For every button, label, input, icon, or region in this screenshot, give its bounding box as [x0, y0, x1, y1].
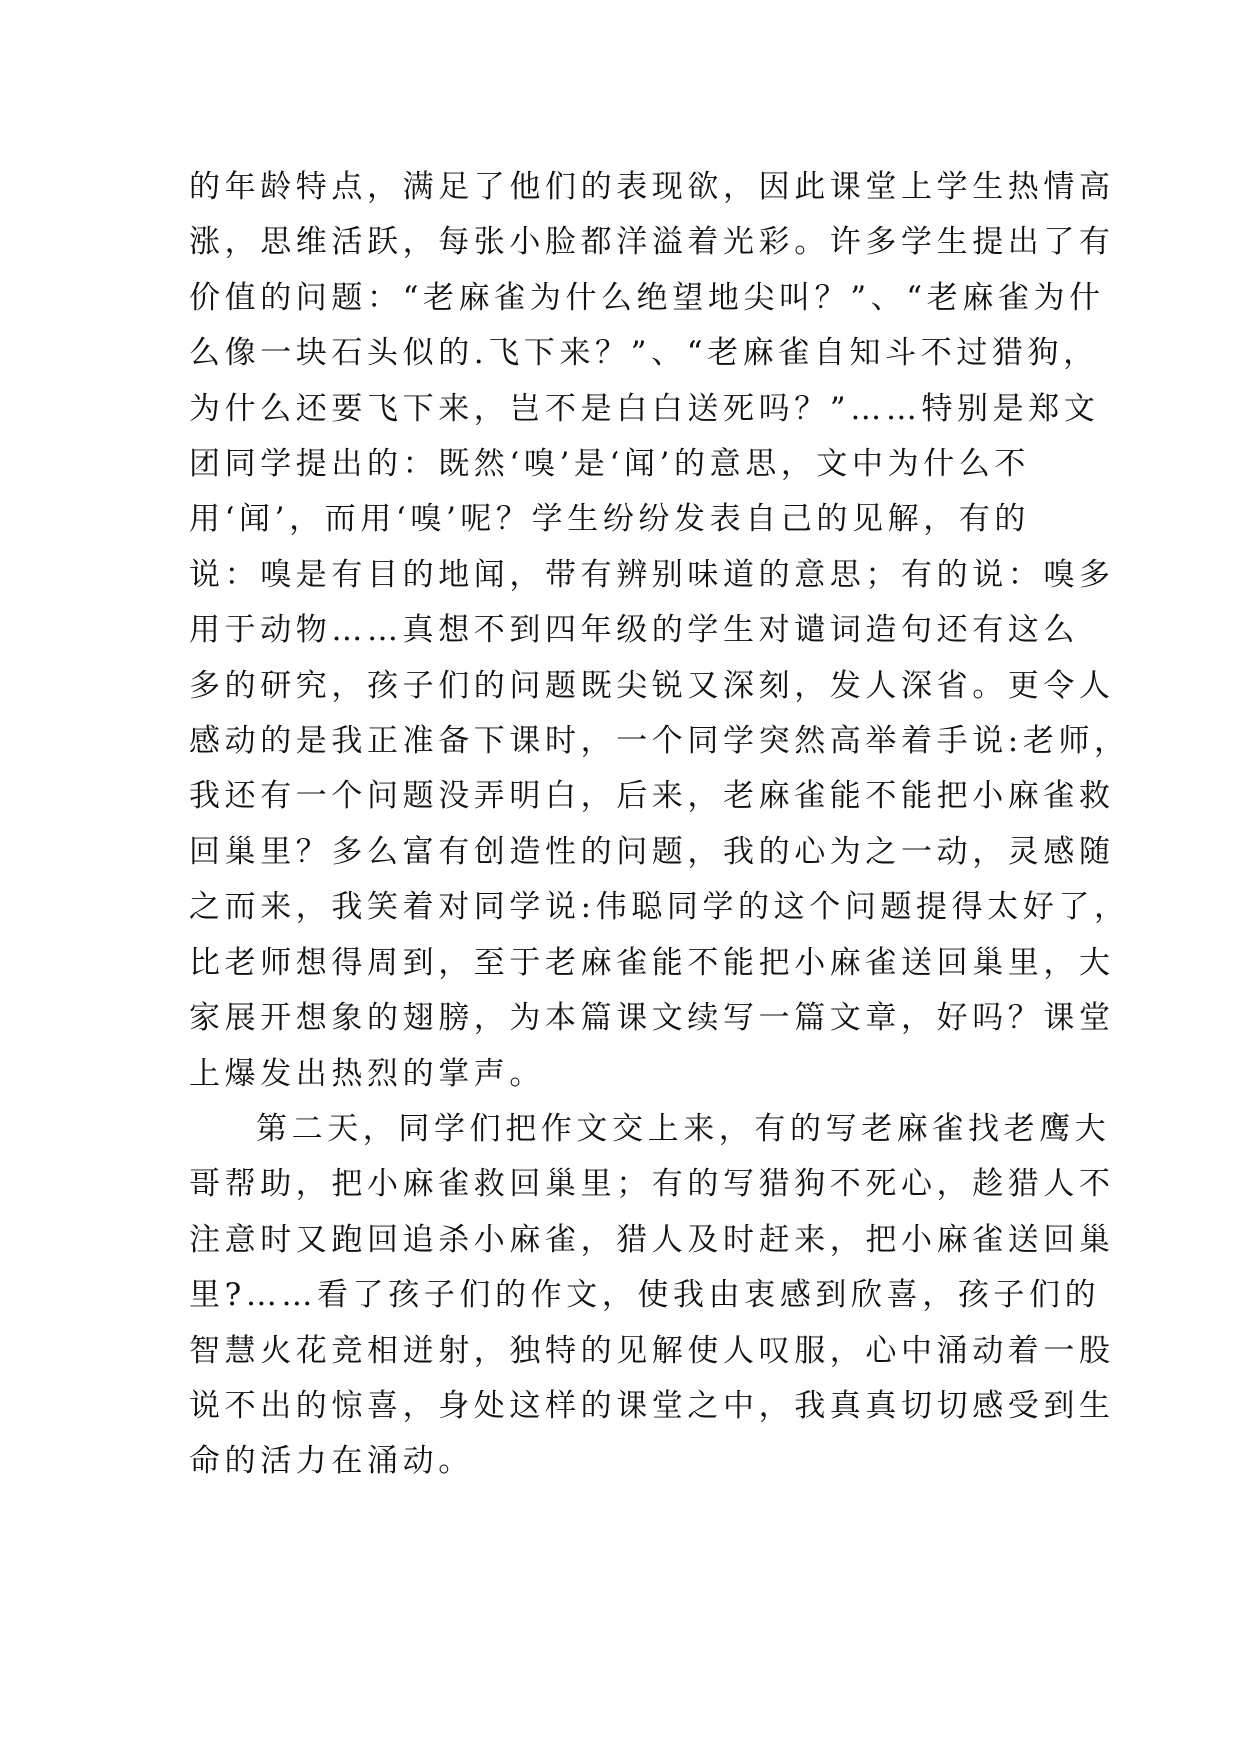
text-line: 的年龄特点，满足了他们的表现欲，因此课堂上学生热情高 [189, 169, 1115, 205]
text-line: 说不出的惊喜，身处这样的课堂之中，我真真切切感受到生 [189, 1387, 1115, 1424]
text-line: 上爆发出热烈的掌声。 [189, 1055, 545, 1092]
text-line: 价值的问题：“老麻雀为什么绝望地尖叫？”、“老麻雀为什 [189, 279, 1105, 316]
text-line: 用于动物……真想不到四年级的学生对谴词造句还有这么 [189, 612, 1079, 649]
text-line: 我还有一个问题没弄明白，后来，老麻雀能不能把小麻雀救 [189, 778, 1115, 815]
text-line: 比老师想得周到，至于老麻雀能不能把小麻雀送回巢里，大 [189, 944, 1115, 981]
text-line: 命的活力在涌动。 [189, 1443, 474, 1480]
text-line: 团同学提出的：既然‘嗅’是‘闻’的意思，文中为什么不 [189, 446, 1031, 483]
text-line: 智慧火花竞相迸射，独特的见解使人叹服，心中涌动着一股 [189, 1332, 1115, 1369]
text-line: 回巢里？多么富有创造性的问题，我的心为之一动，灵感随 [189, 833, 1115, 870]
text-line: 注意时又跑回追杀小麻雀，猎人及时赶来，把小麻雀送回巢 [189, 1221, 1115, 1258]
text-line: 感动的是我正准备下课时，一个同学突然高举着手说:老师， [189, 723, 1130, 760]
text-line: 里?……看了孩子们的作文，使我由衷感到欣喜，孩子们的 [189, 1277, 1101, 1314]
paragraph-2 [189, 1102, 1115, 1490]
text-line: 多的研究，孩子们的问题既尖锐又深刻，发人深省。更令人 [189, 667, 1115, 704]
paragraph-1 [189, 160, 1130, 1102]
text-line: 涨，思维活跃，每张小脸都洋溢着光彩。许多学生提出了有 [189, 224, 1115, 261]
text-line: 么像一块石头似的.飞下来？”、“老麻雀自知斗不过猎狗， [189, 335, 1099, 372]
text-line-indented: 第二天，同学们把作文交上来，有的写老麻雀找老鹰大 [256, 1110, 1111, 1147]
text-line: 为什么还要飞下来，岂不是白白送死吗？”……特别是郑文 [189, 390, 1100, 427]
text-line: 说：嗅是有目的地闻，带有辨别味道的意思；有的说：嗅多 [189, 556, 1115, 593]
text-line: 之而来，我笑着对同学说:伟聪同学的这个问题提得太好了， [189, 889, 1130, 926]
text-line: 哥帮助，把小麻雀救回巢里；有的写猎狗不死心，趁猎人不 [189, 1166, 1115, 1203]
text-line: 用‘闻’，而用‘嗅’呢？学生纷纷发表自己的见解，有的 [189, 501, 1031, 538]
body-text [189, 160, 1130, 1490]
text-line: 家展开想象的翅膀，为本篇课文续写一篇文章，好吗？课堂 [189, 1000, 1115, 1037]
